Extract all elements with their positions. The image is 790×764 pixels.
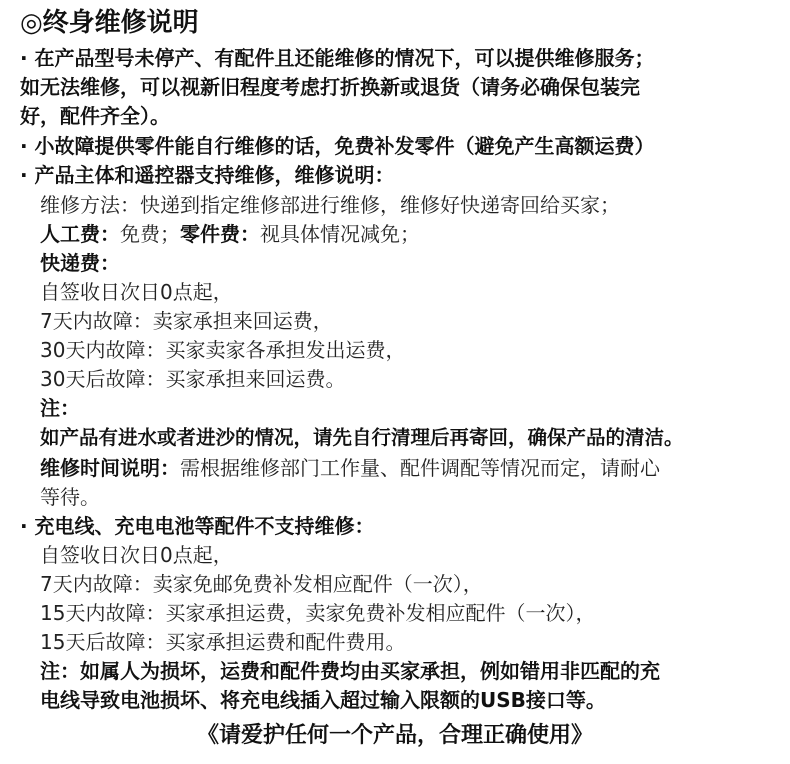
policy-text: 自签收日次日0点起， — [40, 280, 233, 304]
damage-note: 电线导致电池损坏、将充电线插入超过输入限额的USB接口等。 — [40, 688, 606, 712]
parts-fee-label: 零件费： — [180, 222, 260, 246]
policy-text: 自签收日次日0点起， — [40, 543, 233, 567]
policy-text: 30天内故障：买家卖家各承担发出运费， — [40, 338, 406, 362]
policy-text: 7天内故障：卖家免邮免费补发相应配件（一次）， — [40, 572, 483, 596]
note-text: 如产品有进水或者进沙的情况，请先自行清理后再寄回，确保产品的清洁。 — [40, 426, 684, 449]
labor-fee-label: 人工费： — [40, 222, 120, 246]
repair-method: 维修方法：快递到指定维修部进行维修，维修好快递寄回给买家； — [40, 193, 620, 217]
policy-text: 30天后故障：买家承担来回运费。 — [40, 367, 346, 391]
damage-note: 注：如属人为损坏，运费和配件费均由买家承担，例如错用非匹配的充 — [40, 659, 660, 683]
policy-bullet-3: · 产品主体和遥控器支持维修，维修说明： — [20, 163, 395, 187]
policy-text: 好，配件齐全）。 — [20, 104, 170, 128]
repair-time-label: 维修时间说明： — [40, 456, 180, 480]
policy-text: 15天内故障：买家承担运费，卖家免费补发相应配件（一次）， — [40, 601, 596, 625]
policy-text: 7天内故障：卖家承担来回运费， — [40, 309, 333, 333]
policy-text: 等待。 — [40, 485, 100, 509]
policy-bullet-1: · 在产品型号未停产、有配件且还能维修的情况下，可以提供维修服务； — [20, 46, 655, 70]
note-label: 注： — [40, 396, 80, 420]
closing-statement: 《请爱护任何一个产品，合理正确使用》 — [196, 723, 593, 748]
page-title: ◎终身维修说明 — [20, 8, 199, 38]
labor-fee-value: 免费； — [120, 222, 180, 246]
fees-line — [40, 220, 420, 248]
policy-bullet-4: · 充电线、充电电池等配件不支持维修： — [20, 514, 375, 538]
repair-time-line — [40, 454, 660, 482]
repair-time-text: 需根据维修部门工作量、配件调配等情况而定，请耐心 — [180, 456, 660, 480]
policy-text: 15天后故障：买家承担运费和配件费用。 — [40, 630, 406, 654]
express-fee-label: 快递费： — [40, 251, 120, 275]
policy-bullet-2: · 小故障提供零件能自行维修的话，免费补发零件（避免产生高额运费） — [20, 134, 655, 158]
parts-fee-value: 视具体情况减免； — [260, 222, 420, 246]
policy-text: 如无法维修，可以视新旧程度考虑打折换新或退货（请务必确保包装完 — [20, 75, 640, 99]
